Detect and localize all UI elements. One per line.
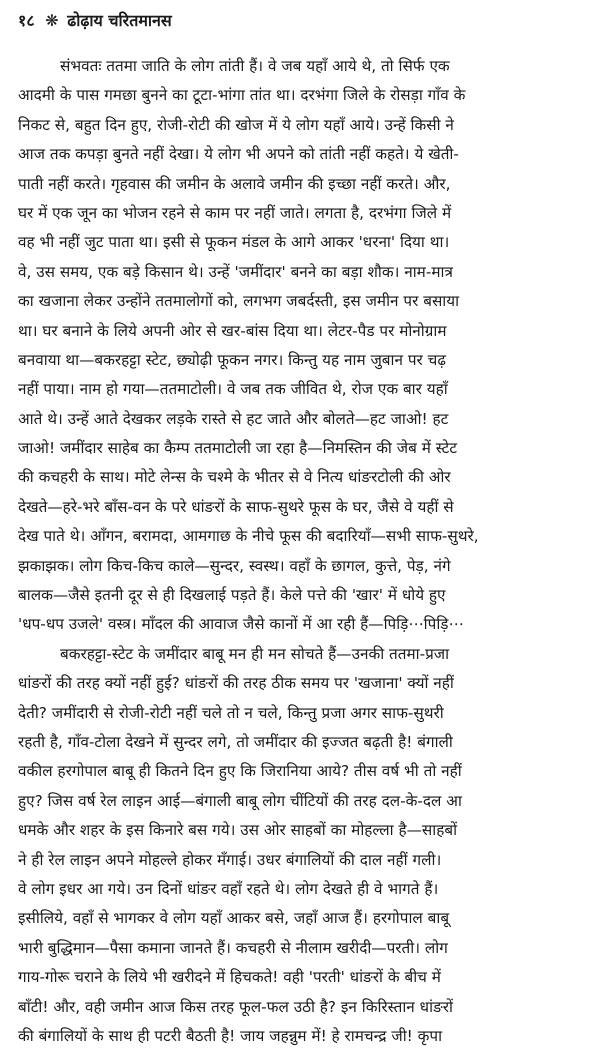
text-line: देखते—हरे-भरे बाँस-वन के परे धांङरों के साफ-सुथरे फूस के घर, जैसे वे यहीं से [18,497,454,516]
text-line: का खजाना लेकर उन्होंने ततमालोगों को, लगभग जबर्दस्ती, इस जमीन पर बसाया [18,292,460,311]
text-line: पाती नहीं करते। गृहवास की जमीन के अलावे जमीन की इच्छा नहीं करते। और, [18,174,451,193]
text-line: आते थे। उन्हें आते देखकर लड़के रास्ते से हट जाते और बोलते—हट जाओ! हट [18,409,449,428]
text-line: घर में एक जून का भोजन रहने से काम पर नहीं जाते। लगता है, दरभंगा जिले में [18,203,452,222]
text-line: वकील हरगोपाल बाबू ही कितने दिन हुए कि जिरानिया आये? तीस वर्ष भी तो नहीं [18,762,462,781]
text-line: नहीं पाया। नाम हो गया—ततमाटोली। वे जब तक जीवित थे, रोज एक बार यहाँ [18,380,448,399]
text-line: देती? जमींदारी से रोजी-रोटी नहीं चले तो न चले, किन्तु प्रजा अगर साफ-सुथरी [18,703,444,722]
text-line: रहती है, गाँव-टोला देखने में सुन्दर लगे, तो जमींदार की इज्जत बढ़ती है! बंगाली [18,732,453,751]
text-line: देख पाते थे। आँगन, बरामदा, आमगाछ के नीचे फूस की बदारियाँ—सभी साफ-सुथरे, [18,527,479,546]
text-line: धांङरों की तरह क्यों नहीं हुई? धांङरों की तरह ठीक समय पर 'खजाना' क्यों नहीं [18,674,454,693]
text-line: की बंगालियों के साथ ही पटरी बैठती है! जाय जहन्नुम में! हे रामचन्द्र जी! कृपा [18,1026,443,1045]
text-line: धमके और शहर के इस किनारे बस गये। उस ओर साहबों का मोहल्ला है—साहबों [18,821,458,840]
book-title: ढोढ़ाय चरितमानस [67,11,172,30]
text-line: की कचहरी के साथ। मोटे लेन्स के चश्मे के भीतर से वे नित्य धांङरटोली की ओर [18,468,451,487]
text-line: जाओ! जमींदार साहेब का कैम्प ततमाटोली जा रहा है—निमस्तिन की जेब में स्टेट [18,439,458,458]
body-text [18,52,584,1051]
text-line: झकाझक। लोग किच-किच काले—सुन्दर, स्वस्थ। वहाँ के छागल, कुत्ते, पेड़, नंगे [18,556,451,575]
text-line: वे लोग इधर आ गये। उन दिनों धांङर वहाँ रहते थे। लोग देखते ही वे भागते हैं। [18,879,439,898]
text-line: था। घर बनाने के लिये अपनी ओर से खर-बांस दिया था। लेटर-पैड पर मोनोग्राम [18,321,447,340]
text-line: भारी बुद्धिमान—पैसा कमाना जानते हैं। कचहरी से नीलाम खरीदी—परती। लोग [18,938,448,957]
running-header [18,8,584,34]
text-line: वे, उस समय, एक बड़े किसान थे। उन्हें 'जमींदार' बनने का बड़ा शौक। नाम-मात्र [18,262,453,281]
text-line: बालक—जैसे इतनी दूर से ही दिखलाई पड़ते हैं। केले पत्ते की 'खार' में धोये हुए [18,586,446,605]
text-line: ने ही रेल लाइन अपने मोहल्ले होकर मँगाई। उधर बंगालियों की दाल नहीं गली। [18,850,442,869]
text-line: गाय-गोरू चराने के लिये भी खरीदने में हिचकते! वही 'परती' धांङरों के बीच में [18,968,441,987]
text-line: बकरहट्टा-स्टेट के जमींदार बाबू मन ही मन सोचते हैं—उनकी ततमा-प्रजा [60,644,450,663]
text-line: इसीलिये, वहाँ से भागकर वे लोग यहाँ आकर बसे, जहाँ आज हैं। हरगोपाल बाबू [18,909,450,928]
paragraph [18,640,584,1051]
page-number: १८ [18,11,35,30]
text-line: वह भी नहीं जुट पाता था। इसी से फूकन मंडल के आगे आकर 'धरना' दिया था। [18,233,450,252]
ornament-icon: ❋ [45,11,59,30]
text-line: संभवतः ततमा जाति के लोग तांती हैं। वे जब यहाँ आये थे, तो सिर्फ एक [60,57,450,75]
text-line: 'धप-धप उजले' वस्त्र। माँदल की आवाज जैसे कानों में आ रही हैं—पिड़ि⋯पिड़ि⋯ [18,615,464,634]
text-line: बनवाया था—बकरहट्टा स्टेट, छ्योढ़ी फूकन नगर। किन्तु यह नाम जुबान पर चढ़ [18,350,446,369]
text-line: निकट से, बहुत दिन हुए, रोजी-रोटी की खोज में ये लोग यहाँ आये। उन्हें किसी ने [18,115,454,134]
text-line: हुए? जिस वर्ष रेल लाइन आई—बंगाली बाबू लोग चींटियों की तरह दल-के-दल आ [18,791,462,810]
text-line: आज तक कपड़ा बुनते नहीं देखा। ये लोग भी अपने को तांती नहीं कहते। ये खेती- [18,145,459,164]
text-line: बाँटी! और, वही जमीन आज किस तरह फूल-फल उठी है? इन किरिस्तान धांङरों [18,997,453,1016]
text-line: आदमी के पास गमछा बुनने का टूटा-भांगा तांत था। दरभंगा जिले के रोसड़ा गाँव के [18,86,466,105]
paragraph [18,52,584,640]
